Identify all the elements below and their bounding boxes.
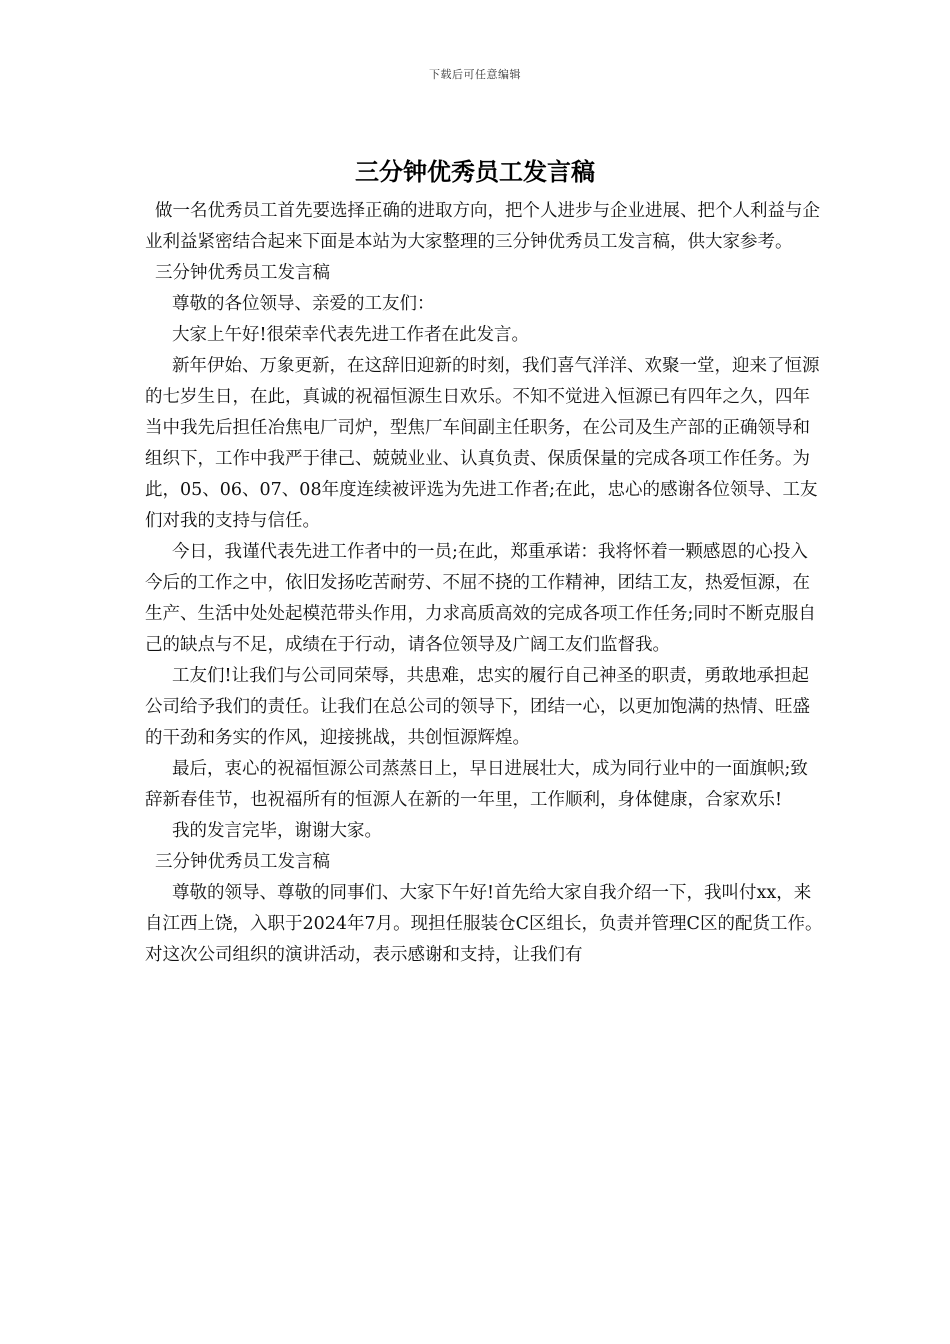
body-paragraph: 今日，我谨代表先进工作者中的一员;在此，郑重承诺：我将怀着一颗感恩的心投入今后的工作之中，依旧发扬吃苦耐劳、不屈不挠的工作精神，团结工友，热爱恒源，在生产、生活中处处起模范带头作用，力求高质高效的完成各项工作任务;同时不断克服自己的缺点与不足，成绩在于行动，请各位领导及广阔工友们监督我。 (145, 542, 816, 655)
header-note: 下载后可任意编辑 (429, 68, 521, 81)
body-paragraph: 最后，衷心的祝福恒源公司蒸蒸日上，早日进展壮大，成为同行业中的一面旗帜;致辞新春佳节，也祝福所有的恒源人在新的一年里，工作顺利，身体健康，合家欢乐! (145, 759, 808, 810)
greeting-paragraph: 大家上午好!很荣幸代表先进工作者在此发言。 (172, 325, 530, 345)
section-heading: 三分钟优秀员工发言稿 (155, 263, 330, 283)
body-paragraph: 工友们!让我们与公司同荣辱，共患难，忠实的履行自己神圣的职责，勇敢地承担起公司给予我们的责任。让我们在总公司的领导下，团结一心，以更加饱满的热情、旺盛的干劲和务实的作风，迎接挑战，共创恒源辉煌。 (145, 666, 810, 748)
section-heading: 三分钟优秀员工发言稿 (155, 852, 330, 872)
body-paragraph: 尊敬的领导、尊敬的同事们、大家下午好!首先给大家自我介绍一下，我叫付xx，来自江西上饶，入职于2024年7月。现担任服装仓C区组长，负责并管理C区的配货工作。对这次公司组织的演讲活动，表示感谢和支持，让我们有 (145, 883, 823, 965)
body-paragraph: 新年伊始、万象更新，在这辞旧迎新的时刻，我们喜气洋洋、欢聚一堂，迎来了恒源的七岁生日，在此，真诚的祝福恒源生日欢乐。不知不觉进入恒源已有四年之久，四年当中我先后担任冶焦电厂司炉，型焦厂车间副主任职务，在公司及生产部的正确领导和组织下，工作中我严于律己、兢兢业业、认真负责、保质保量的完成各项工作任务。为此，05、06、07、08年度连续被评选为先进工作者;在此，忠心的感谢各位领导、工友们对我的支持与信任。 (145, 356, 820, 531)
closing-paragraph: 我的发言完毕，谢谢大家。 (172, 821, 382, 841)
document-title: 三分钟优秀员工发言稿 (355, 157, 595, 186)
intro-paragraph: 做一名优秀员工首先要选择正确的进取方向，把个人进步与企业进展、把个人利益与企业利益紧密结合起来下面是本站为大家整理的三分钟优秀员工发言稿，供大家参考。 (145, 201, 820, 252)
document-body (145, 196, 825, 971)
salutation: 尊敬的各位领导、亲爱的工友们： (172, 294, 435, 314)
